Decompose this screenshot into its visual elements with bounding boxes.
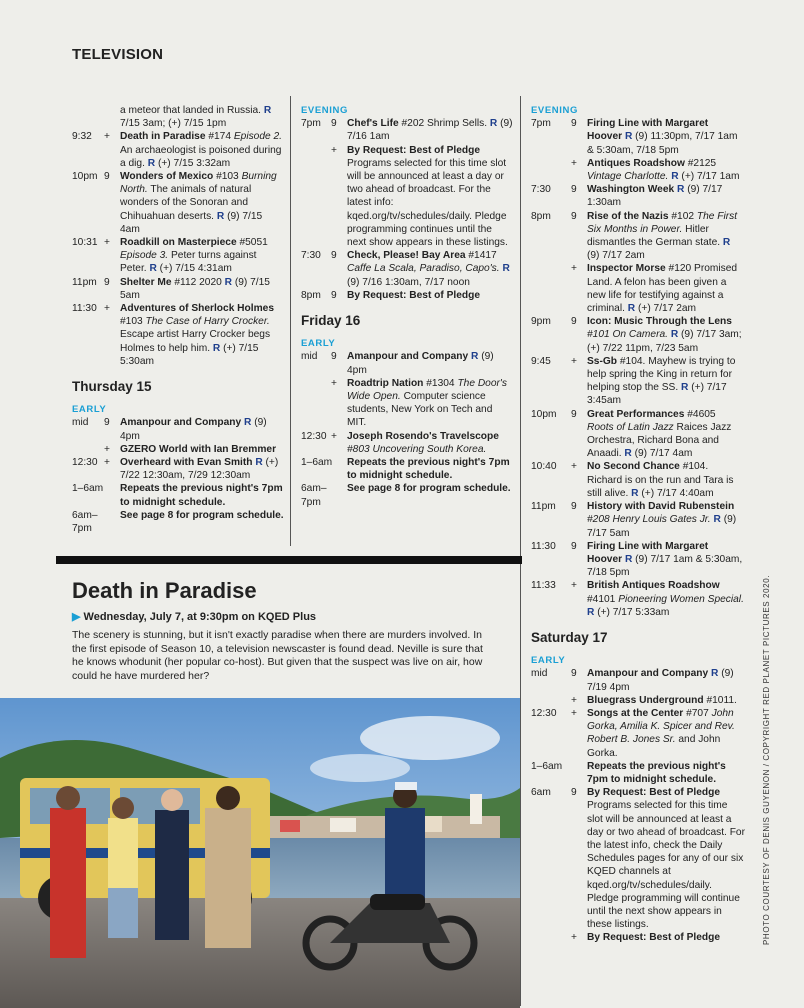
listing-channel: +	[104, 131, 110, 143]
period-heading: EVENING	[301, 105, 348, 116]
listing-channel: 9	[571, 210, 577, 222]
listing-channel: 9	[571, 118, 577, 130]
listing-time: 6am–7pm	[72, 509, 98, 535]
listing-entry	[531, 931, 745, 944]
listing-entry	[301, 117, 513, 143]
program-title: Rise of the Nazis	[587, 210, 669, 222]
episode-title: John Gorka, Amilia K. Spicer and Rev. Robert B. Jones Sr.	[587, 707, 735, 746]
photo-credit: PHOTO COURTESY OF DENIS GUYENON / COPYRIGHT RED PLANET PICTURES 2020.	[762, 574, 771, 945]
listing-time: 7pm	[531, 118, 551, 130]
episode-title: Roots of Latin Jazz	[587, 421, 674, 433]
schedule-column-2	[301, 104, 513, 508]
listing-entry	[72, 416, 284, 442]
listing-channel: +	[331, 144, 337, 156]
schedule-note: See page 8 for program schedule.	[120, 509, 284, 521]
listing-entry	[301, 482, 513, 508]
episode-number: #112 2020	[174, 276, 222, 288]
listing-channel: +	[104, 457, 110, 469]
repeat-icon: R	[681, 382, 689, 394]
program-title: By Request: Best of Pledge	[347, 144, 481, 156]
listing-entry	[72, 443, 284, 456]
episode-number: #1011.	[706, 694, 737, 706]
listing-channel: 9	[331, 289, 337, 301]
program-title: Joseph Rosendo's Travelscope	[347, 430, 499, 442]
feature-airtime-text: Wednesday, July 7, at 9:30pm on KQED Plus	[83, 611, 317, 623]
episode-description: Computer science students, New York on Tech and MIT.	[347, 391, 493, 429]
listing-time: 1–6am	[301, 457, 333, 469]
feature-photo	[0, 698, 520, 1008]
episode-title: Vintage Charlotte.	[587, 171, 669, 183]
listing-time: 11pm	[531, 501, 556, 513]
listing-channel: 9	[571, 668, 577, 680]
repeat-icon: R	[587, 606, 595, 618]
repeat-times: (+) 7/15 4:31am	[159, 263, 232, 275]
episode-description: Mayhew is trying to help spring the King in return for helping stop the SS.	[587, 355, 736, 394]
program-title: By Request: Best of Pledge	[587, 787, 721, 799]
repeat-times: (9) 7/17 1:30am	[587, 184, 723, 209]
repeat-icon: R	[255, 457, 263, 469]
listing-entry	[301, 456, 513, 482]
program-title: Amanpour and Company	[587, 668, 709, 680]
listing-entry	[531, 667, 745, 693]
episode-title: Episode 2.	[233, 131, 283, 143]
listing-entry	[531, 460, 745, 500]
listing-entry	[531, 786, 745, 931]
period-heading: EARLY	[72, 404, 107, 416]
repeat-icon: R	[216, 210, 225, 222]
photo-illustration	[0, 698, 520, 1008]
listing-entry	[72, 236, 284, 276]
listing-channel: 9	[571, 501, 577, 513]
episode-number: #707	[686, 707, 709, 719]
repeat-times: 7/15 3am; (+) 7/15 1pm	[120, 118, 227, 130]
program-title: History with David Rubenstein	[587, 501, 735, 513]
listing-entry	[531, 262, 745, 315]
repeat-times: (9) 7/17 5am	[587, 514, 737, 539]
episode-description: An archaeologist is poisoned during a dig.	[120, 144, 282, 169]
program-title: GZERO World with Ian Bremmer	[120, 443, 277, 455]
play-arrow-icon: ▶	[72, 611, 81, 623]
program-title: Chef's Life	[347, 118, 399, 130]
repeat-icon: R	[713, 514, 721, 526]
repeat-times: (9) 7/17 3am; (+) 7/22 11pm, 7/23 5am	[587, 329, 742, 354]
listing-entry	[72, 104, 284, 130]
feature-divider	[56, 556, 522, 564]
column-divider	[520, 96, 521, 1006]
listing-time: 9pm	[531, 316, 551, 328]
episode-number: #202 Shrimp Sells.	[401, 118, 488, 130]
column-divider	[290, 96, 291, 546]
listing-entry	[301, 350, 513, 376]
listing-entry	[301, 289, 513, 302]
repeat-icon: R	[470, 351, 479, 363]
program-title: Washington Week	[587, 184, 675, 196]
listing-entry	[72, 302, 284, 368]
listing-entry	[72, 170, 284, 236]
listing-time: 6am	[531, 787, 551, 799]
day-heading: Saturday 17	[531, 629, 608, 645]
listing-channel: +	[331, 377, 337, 389]
episode-title: Pioneering Women Special.	[618, 593, 744, 605]
episode-number: #4605	[687, 408, 716, 420]
listing-time: 10:31	[72, 237, 98, 249]
listing-channel: +	[104, 303, 110, 315]
listing-channel: 9	[331, 250, 337, 262]
listing-entry	[531, 355, 745, 408]
listing-channel: +	[571, 263, 577, 275]
repeat-times: (9) 7/17 1am & 5:30am, 7/18 5pm	[587, 553, 743, 579]
episode-description: and John Gorka.	[587, 734, 721, 759]
episode-number: #2125	[687, 157, 717, 169]
listing-time: 8pm	[531, 210, 551, 222]
episode-description: A felon has been given a new life for testifying against a criminal.	[587, 276, 727, 315]
episode-description: Peter turns against Peter.	[120, 250, 257, 275]
repeat-times: (9) 4pm	[120, 417, 267, 442]
listing-channel: 9	[331, 351, 337, 363]
listing-channel: +	[571, 461, 577, 473]
listing-channel: +	[571, 707, 577, 719]
episode-description: a meteor that landed in Russia.	[120, 105, 262, 116]
repeat-times: (9) 7/17 2am	[587, 250, 645, 262]
listing-time: mid	[72, 417, 89, 429]
program-title: British Antiques Roadshow	[587, 580, 720, 592]
listing-channel: +	[104, 237, 110, 249]
repeat-icon: R	[147, 157, 156, 169]
listing-entry	[72, 276, 284, 302]
repeat-icon: R	[710, 668, 719, 680]
repeat-icon: R	[624, 553, 633, 565]
repeat-icon: R	[671, 171, 679, 183]
feature-title: Death in Paradise	[72, 578, 257, 603]
program-title: Adventures of Sherlock Holmes	[120, 303, 274, 315]
episode-number: #1417	[468, 250, 497, 262]
listing-entry	[531, 315, 745, 355]
listing-channel: 9	[571, 540, 577, 552]
listing-entry	[72, 482, 284, 508]
episode-description: Programs selected for this time slot will be announced at least a day or two ahead of broadcast. For the latest info, check the Daily Schedules pages for any of our six KQED channels at kqed.org/tv/schedules/daily. Pledge programming will continue until the next show appears in these listings.	[587, 800, 745, 931]
listing-entry	[531, 210, 745, 263]
program-title: Antiques Roadshow	[587, 157, 685, 169]
listing-time: 11pm	[72, 276, 97, 288]
program-title: Amanpour and Company	[347, 351, 469, 363]
listing-time: 10pm	[72, 171, 98, 183]
episode-number: #4101	[587, 593, 616, 605]
schedule-note: Repeats the previous night's 7pm to midnight schedule.	[587, 760, 726, 785]
listing-entry	[72, 456, 284, 482]
program-title: Roadkill on Masterpiece	[120, 237, 237, 249]
repeat-icon: R	[670, 329, 679, 341]
episode-title: Episode 3.	[120, 250, 169, 262]
feature-airtime	[72, 610, 490, 623]
repeat-icon: R	[212, 342, 221, 354]
repeat-icon: R	[489, 118, 498, 130]
repeat-times: (9) 7/16 1:30am, 7/17 noon	[347, 276, 470, 288]
feature-box	[72, 578, 490, 683]
listing-channel: 9	[104, 276, 110, 288]
episode-number: #104.	[619, 355, 646, 367]
listing-entry	[531, 408, 745, 461]
program-title: Shelter Me	[120, 276, 172, 288]
listing-entry	[301, 377, 513, 430]
listing-time: 9:32	[72, 131, 92, 143]
repeat-times: (+) 7/17 5:33am	[597, 606, 670, 618]
listing-time: 12:30	[531, 707, 557, 719]
episode-title: #208 Henry Louis Gates Jr.	[587, 514, 711, 526]
period-heading: EVENING	[531, 105, 578, 116]
repeat-times: (+) 7/22 12:30am, 7/29 12:30am	[120, 457, 279, 482]
repeat-times: (9) 7/15 5am	[120, 276, 270, 301]
repeat-times: (9) 7/16 1am	[347, 118, 513, 143]
listing-time: 11:33	[531, 580, 556, 592]
listing-entry	[531, 579, 745, 619]
listing-channel: 9	[571, 184, 577, 196]
program-title: No Second Chance	[587, 461, 680, 473]
program-title: Icon: Music Through the Lens	[587, 316, 732, 328]
listing-time: mid	[301, 351, 318, 363]
repeat-icon: R	[722, 237, 731, 249]
schedule-column-1	[72, 104, 284, 535]
program-title: Wonders of Mexico	[120, 171, 214, 183]
repeat-times: (+) 7/15 5:30am	[120, 342, 259, 367]
listing-time: 9:45	[531, 355, 551, 367]
repeat-icon: R	[502, 263, 510, 275]
repeat-icon: R	[624, 131, 633, 143]
listing-entry	[531, 694, 745, 707]
repeat-icon: R	[149, 263, 157, 275]
period-heading: EARLY	[531, 655, 566, 667]
listing-time: 10:40	[531, 461, 557, 473]
listing-time: 7pm	[301, 118, 321, 130]
listing-time: 12:30	[72, 457, 98, 469]
period-heading: EARLY	[301, 338, 336, 350]
listing-entry	[531, 117, 745, 157]
episode-number: #120 Promised Land.	[587, 263, 738, 288]
day-heading: Thursday 15	[72, 379, 152, 395]
listing-time: 12:30	[301, 430, 327, 442]
repeat-icon: R	[624, 448, 632, 460]
listing-time: 1–6am	[72, 483, 104, 495]
repeat-times: (9) 7/19 4pm	[587, 668, 734, 693]
episode-title: #803 Uncovering South Korea.	[347, 443, 487, 455]
episode-description: Hitler dismantles the German state.	[587, 223, 721, 249]
program-title: By Request: Best of Pledge	[347, 289, 481, 301]
listing-entry	[301, 430, 513, 456]
listing-time: 11:30	[531, 540, 556, 552]
episode-number: #102	[671, 210, 695, 222]
listing-channel: 9	[571, 408, 577, 420]
listing-time: 10pm	[531, 408, 557, 420]
repeat-times: (9) 4pm	[347, 351, 494, 376]
listing-channel: 9	[331, 118, 337, 130]
listing-channel: +	[571, 580, 577, 592]
schedule-note: See page 8 for program schedule.	[347, 483, 511, 495]
repeat-times: (+) 7/17 1am	[681, 171, 740, 183]
listing-time: 8pm	[301, 289, 321, 301]
repeat-times: (9) 7/17 4am	[634, 448, 693, 460]
repeat-icon: R	[243, 417, 252, 429]
program-title: Roadtrip Nation	[347, 377, 424, 389]
listing-channel: +	[331, 430, 337, 442]
episode-title: The Door's Wide Open.	[347, 377, 507, 403]
episode-number: #5051	[239, 237, 268, 249]
episode-title: The Case of Harry Crocker.	[145, 316, 270, 328]
listing-channel: +	[571, 157, 577, 169]
episode-title: #101 On Camera.	[587, 329, 668, 341]
episode-description: Programs selected for this time slot will be announced at least a day or two ahead of broadcast. For the latest info: kqed.org/tv/schedules/daily. Pledge programming continues until the next show appears in these listings.	[347, 157, 508, 249]
listing-channel: +	[571, 932, 577, 944]
listing-time: 1–6am	[531, 760, 563, 772]
program-title: By Request: Best of Pledge	[587, 932, 721, 944]
episode-number: #104.	[682, 461, 709, 473]
listing-time: mid	[531, 668, 548, 680]
program-title: Check, Please! Bay Area	[347, 250, 466, 262]
episode-title: Caffe La Scala, Paradiso, Capo's.	[347, 263, 500, 275]
episode-title: The First Six Months in Power.	[587, 210, 738, 235]
listing-time: 7:30	[531, 184, 551, 196]
listing-entry	[531, 760, 745, 786]
listing-entry	[301, 249, 513, 289]
listing-entry	[72, 509, 284, 535]
listing-entry	[301, 144, 513, 250]
repeat-times: (+) 7/17 3:45am	[587, 382, 727, 407]
schedule-column-3	[531, 104, 745, 945]
episode-description: The animals of natural wonders of the Sonoran and Chihuahuan deserts.	[120, 184, 252, 222]
program-title: Ss-Gb	[587, 355, 618, 367]
episode-number: #174	[208, 131, 232, 143]
program-title: Firing Line with Margaret Hoover	[587, 118, 709, 143]
episode-number: #103	[216, 171, 239, 183]
repeat-icon: R	[677, 184, 685, 196]
episode-number: #1304	[426, 377, 455, 389]
repeat-times: (+) 7/15 3:32am	[157, 157, 231, 169]
listing-entry	[531, 183, 745, 209]
program-title: Amanpour and Company	[120, 417, 242, 429]
repeat-icon: R	[631, 487, 639, 499]
program-title: Overheard with Evan Smith	[120, 457, 253, 469]
repeat-icon: R	[224, 276, 232, 288]
listing-channel: 9	[104, 417, 110, 429]
listing-channel: +	[104, 443, 110, 455]
listing-entry	[72, 130, 284, 170]
listing-entry	[531, 540, 745, 580]
listing-entry	[531, 157, 745, 183]
listing-time: 6am–7pm	[301, 483, 327, 508]
repeat-times: (9) 11:30pm, 7/17 1am & 5:30am, 7/18 5pm	[587, 131, 738, 156]
listing-channel: +	[571, 694, 577, 706]
feature-body: The scenery is stunning, but it isn't exactly paradise when there are murders involved. In the first episode of Season 10, a television newscaster is found dead. Neville is sure that he knows whodunit (her popular co-host). But given that the suspect was live on air, how could he have murdered her?	[72, 629, 483, 682]
episode-description: Escape artist Harry Crocker begs Holmes to help him.	[120, 329, 271, 354]
repeat-icon: R	[627, 303, 636, 315]
program-title: Great Performances	[587, 408, 685, 420]
repeat-times: (+) 7/17 2am	[637, 303, 697, 315]
repeat-times: (9) 7/15 4am	[120, 210, 263, 235]
listing-channel: 9	[571, 787, 577, 799]
repeat-icon: R	[263, 105, 272, 116]
episode-description: Raices Jazz Orchestra, Richard Bona and Anaadi.	[587, 421, 732, 460]
listing-channel: 9	[571, 316, 577, 328]
listing-time: 7:30	[301, 250, 321, 262]
section-header: TELEVISION	[72, 46, 164, 63]
episode-title: Burning North.	[120, 171, 277, 196]
listing-channel: +	[571, 355, 577, 367]
schedule-note: Repeats the previous night's 7pm to midnight schedule.	[120, 483, 283, 508]
repeat-times: (+) 7/17 4:40am	[641, 487, 714, 499]
schedule-note: Repeats the previous night's 7pm to midnight schedule.	[347, 457, 510, 482]
program-title: Songs at the Center	[587, 707, 684, 719]
listing-channel: 9	[104, 171, 110, 183]
program-title: Firing Line with Margaret Hoover	[587, 540, 709, 565]
listing-time: 11:30	[72, 303, 97, 315]
episode-description: Richard is on the run and Tara is still alive.	[587, 474, 734, 499]
episode-number: #103	[120, 316, 143, 328]
program-title: Bluegrass Underground	[587, 694, 704, 706]
listing-entry	[531, 707, 745, 760]
program-title: Death in Paradise	[120, 131, 206, 143]
day-heading: Friday 16	[301, 313, 361, 329]
listing-entry	[531, 500, 745, 540]
program-title: Inspector Morse	[587, 263, 666, 275]
